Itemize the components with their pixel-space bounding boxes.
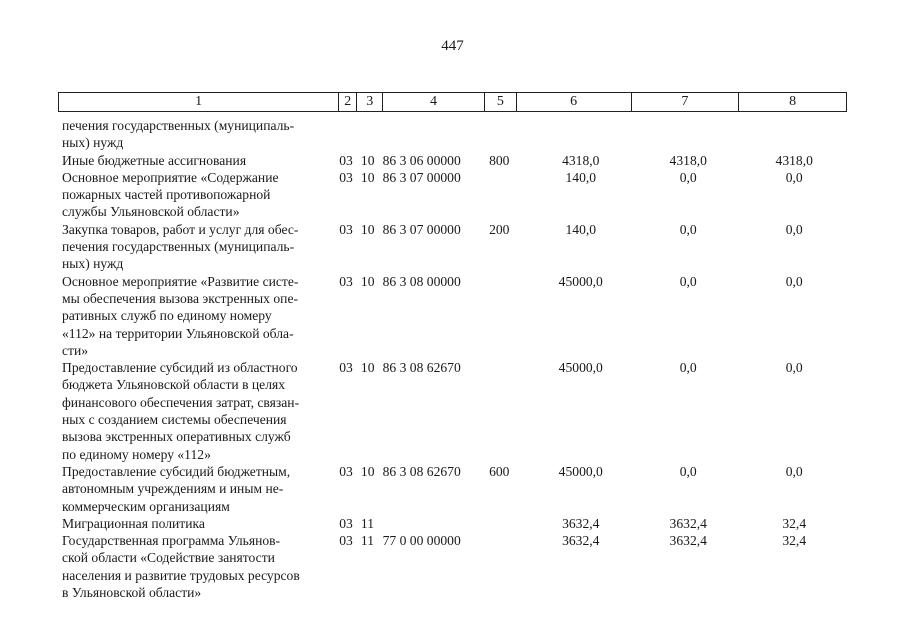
- amount-col-8: [741, 117, 847, 152]
- row-name-line: Основное мероприятие «Развитие систе-: [62, 273, 299, 289]
- amount-col-7: 0,0: [679, 169, 697, 185]
- amount-col-7: 0,0: [679, 360, 697, 376]
- amount-col-7: 4318,0: [669, 152, 707, 168]
- target-article-code: 86 3 07 00000: [382, 221, 461, 237]
- page-number: 447: [441, 38, 464, 54]
- subsection-code: 10: [360, 463, 375, 479]
- header-col-8: 8: [789, 94, 797, 109]
- row-name-line: в Ульяновской области»: [62, 585, 202, 601]
- row-name-line: Предоставление субсидий бюджетным,: [62, 463, 291, 479]
- target-article-code: 86 3 08 00000: [382, 273, 461, 289]
- table-row: [58, 221, 847, 273]
- amount-col-6: 140,0: [565, 221, 597, 237]
- amount-col-8: 0,0: [785, 360, 803, 376]
- expense-type-code: 800: [489, 152, 510, 168]
- amount-col-6: 45000,0: [558, 360, 603, 376]
- expense-type-code: [489, 117, 526, 152]
- row-name: [62, 221, 328, 273]
- amount-col-8: 4318,0: [775, 152, 813, 168]
- section-code: 03: [339, 221, 353, 237]
- target-article-code: [383, 515, 489, 532]
- subsection-code: 10: [360, 273, 375, 289]
- amount-col-7: [635, 117, 741, 152]
- amount-col-6: 4318,0: [562, 152, 600, 168]
- amount-col-8: 0,0: [785, 221, 803, 237]
- subsection-code: 10: [360, 221, 375, 237]
- header-col-5: 5: [485, 93, 517, 111]
- table-row: [58, 169, 847, 221]
- expense-type-code: [489, 273, 526, 359]
- amount-col-8: 32,4: [782, 515, 807, 531]
- header-col-7: 7: [632, 93, 740, 111]
- section-code: 03: [339, 533, 353, 549]
- amount-col-6: [527, 117, 635, 152]
- subsection-code: 10: [360, 152, 375, 168]
- target-article-code: 86 3 07 00000: [382, 169, 461, 185]
- row-name-line: вызова экстренных оперативных служб: [62, 429, 291, 445]
- amount-col-6: 3632,4: [562, 515, 600, 531]
- row-name-line: пожарных частей противопожарной: [62, 187, 271, 203]
- row-name: [62, 359, 328, 463]
- row-name-line: ской области «Содействие занятости: [62, 550, 275, 566]
- row-name-line: ных) нужд: [62, 135, 124, 151]
- row-name: [62, 152, 328, 169]
- table-row: [58, 117, 847, 152]
- row-name: [62, 117, 328, 152]
- amount-col-7: 0,0: [679, 273, 697, 289]
- expense-type-code: 600: [489, 463, 510, 479]
- expense-type-code: [489, 169, 526, 221]
- target-article-code: [383, 117, 489, 152]
- row-name-line: службы Ульяновской области»: [62, 204, 240, 220]
- table-row: [58, 152, 847, 169]
- table-row: [58, 273, 847, 359]
- subsection-code: 10: [360, 360, 375, 376]
- section-code: 03: [339, 463, 353, 479]
- row-name: [62, 463, 328, 515]
- amount-col-6: 140,0: [565, 169, 597, 185]
- row-name-line: бюджета Ульяновской области в целях: [62, 377, 286, 393]
- expense-type-code: [489, 515, 526, 532]
- amount-col-7: 3632,4: [669, 515, 707, 531]
- section-code: 03: [339, 152, 353, 168]
- row-name-line: ных) нужд: [62, 256, 124, 272]
- subsection-code: 10: [360, 169, 375, 185]
- row-name-line: автономным учреждениям и иным не-: [62, 481, 284, 497]
- header-col-1: 1: [59, 93, 339, 111]
- row-name-line: Предоставление субсидий из областного: [62, 360, 298, 376]
- row-name: [62, 515, 328, 532]
- header-col-6: 6: [517, 93, 632, 111]
- expense-type-code: 200: [489, 221, 510, 237]
- row-name-line: Основное мероприятие «Содержание: [62, 169, 279, 185]
- table-row: [58, 515, 847, 532]
- amount-col-7: 0,0: [679, 463, 697, 479]
- row-name-line: печения государственных (муниципаль-: [62, 118, 295, 133]
- row-name-line: населения и развитие трудовых ресурсов: [62, 567, 300, 583]
- row-name: [62, 169, 328, 221]
- amount-col-8: 0,0: [785, 463, 803, 479]
- target-article-code: 86 3 06 00000: [382, 152, 461, 168]
- table-header: [58, 92, 847, 112]
- table-row: [58, 463, 847, 515]
- header-col-3: 3: [357, 93, 383, 111]
- row-name-line: финансового обеспечения затрат, связан-: [62, 394, 300, 410]
- section-code: 03: [339, 169, 353, 185]
- section-code: [339, 117, 361, 152]
- amount-col-6: 45000,0: [558, 273, 603, 289]
- header-col-4: 4: [383, 93, 485, 111]
- row-name-line: по единому номеру «112»: [62, 446, 211, 462]
- row-name-line: Государственная программа Ульянов-: [62, 533, 281, 549]
- expense-type-code: [489, 359, 526, 463]
- header-col-2: 2: [339, 93, 357, 111]
- row-name: [62, 532, 328, 601]
- expense-type-code: [489, 532, 526, 601]
- amount-col-8: 0,0: [785, 169, 803, 185]
- amount-col-7: 0,0: [679, 221, 697, 237]
- row-name: [62, 273, 328, 359]
- amount-col-8: 32,4: [782, 533, 807, 549]
- row-name-line: коммерческим организациям: [62, 498, 230, 514]
- row-name-line: Миграционная политика: [62, 515, 205, 531]
- row-name-line: сти»: [62, 342, 89, 358]
- section-code: 03: [339, 360, 353, 376]
- row-name-line: ных с созданием системы обеспечения: [62, 412, 287, 428]
- row-name-line: Закупка товаров, работ и услуг для обес-: [62, 221, 299, 237]
- section-code: 03: [339, 515, 353, 531]
- amount-col-8: 0,0: [785, 273, 803, 289]
- subsection-code: [361, 117, 383, 152]
- target-article-code: 86 3 08 62670: [382, 463, 461, 479]
- subsection-code: 11: [360, 515, 374, 531]
- row-name-line: «112» на территории Ульяновской обла-: [62, 325, 294, 341]
- target-article-code: 86 3 08 62670: [382, 360, 461, 376]
- target-article-code: 77 0 00 00000: [382, 533, 461, 549]
- amount-col-6: 45000,0: [558, 463, 603, 479]
- row-name-line: Иные бюджетные ассигнования: [62, 152, 247, 168]
- subsection-code: 11: [360, 533, 374, 549]
- amount-col-6: 3632,4: [562, 533, 600, 549]
- section-code: 03: [339, 273, 353, 289]
- row-name-line: печения государственных (муниципаль-: [62, 239, 295, 255]
- amount-col-7: 3632,4: [669, 533, 707, 549]
- row-name-line: ративных служб по единому номеру: [62, 308, 272, 324]
- table-row: [58, 532, 847, 601]
- row-name-line: мы обеспечения вызова экстренных опе-: [62, 290, 299, 306]
- table-body: [58, 117, 847, 601]
- table-row: [58, 359, 847, 463]
